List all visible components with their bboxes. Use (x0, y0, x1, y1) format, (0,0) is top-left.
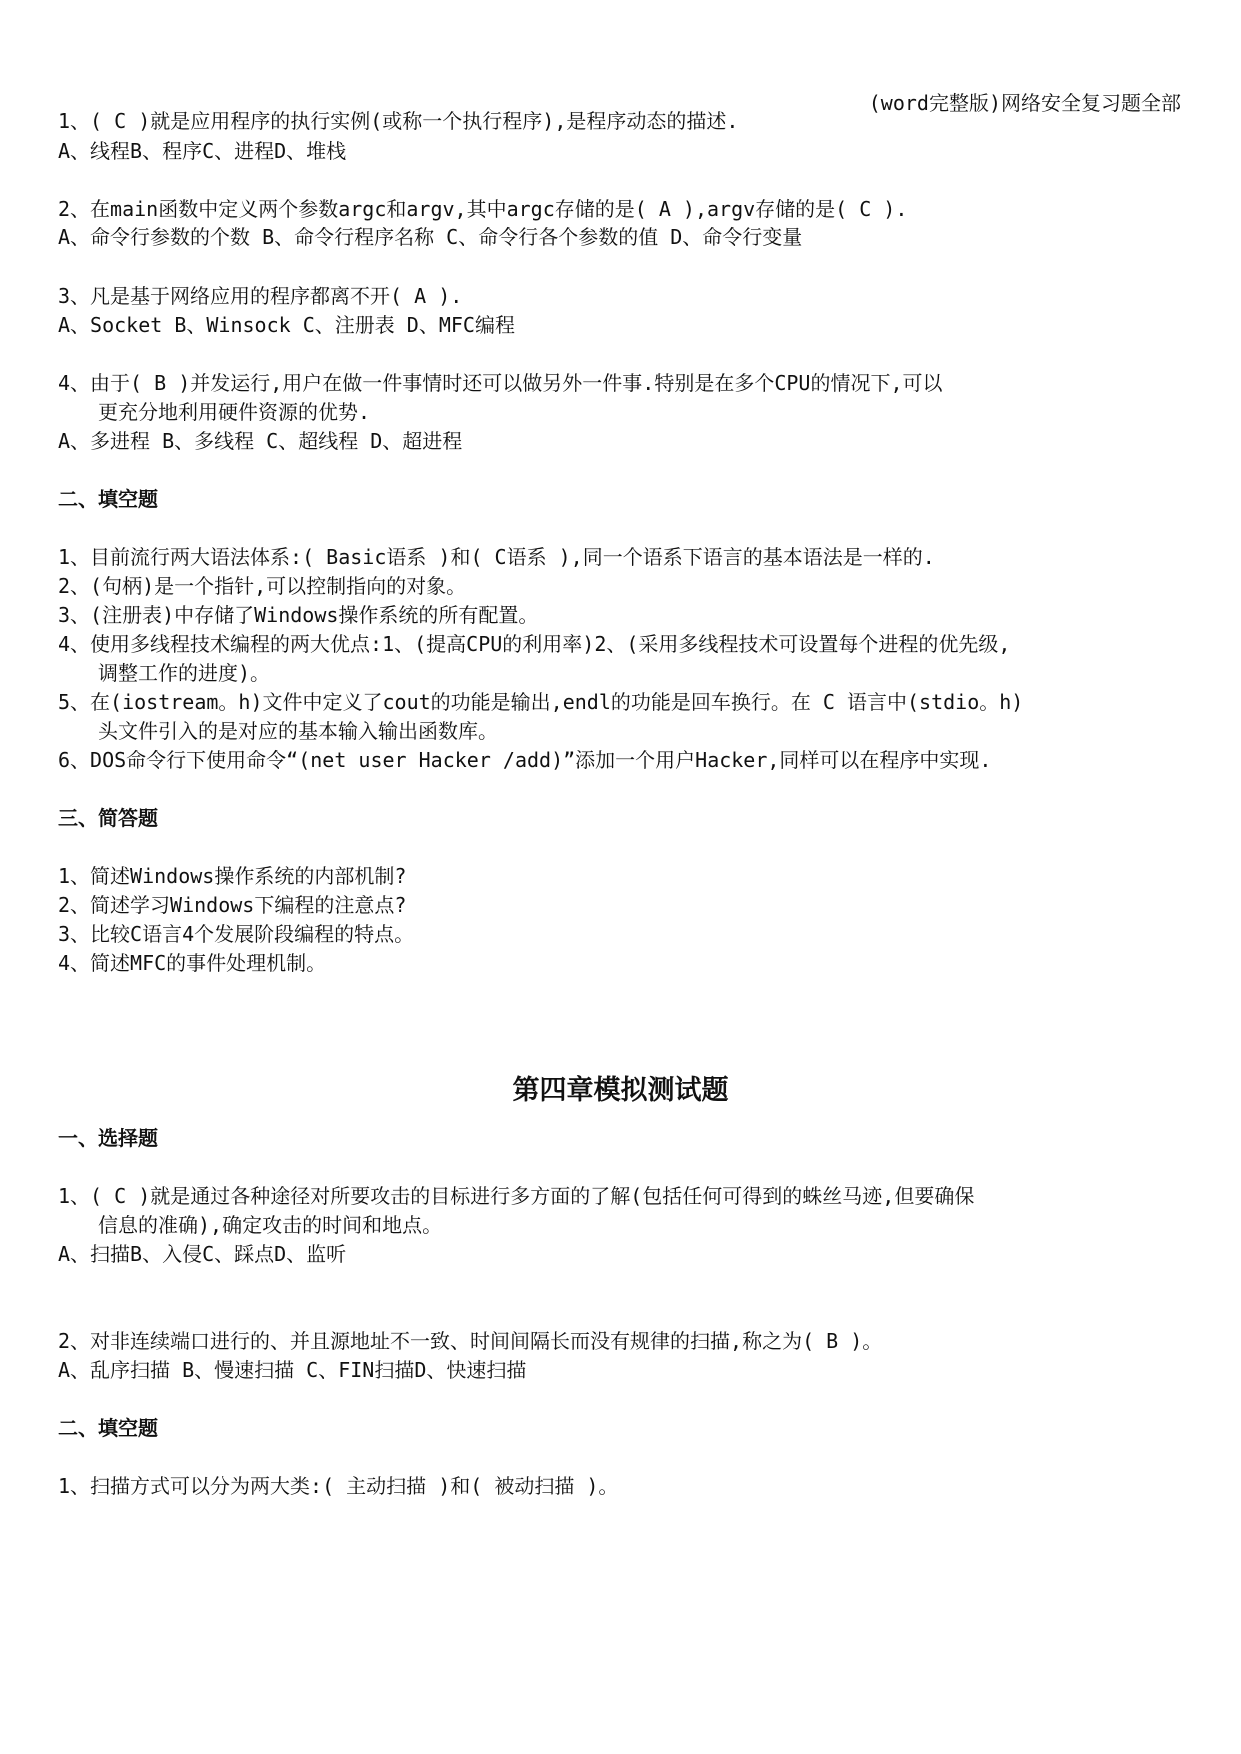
fill-item-6: 6、DOS命令行下使用命令“(net user Hacker /add)”添加一个用户Hacker,同样可以在程序中实现. (58, 748, 992, 772)
fill-item-5: 5、在(iostream。h)文件中定义了cout的功能是输出,endl的功能是回车换行。在 C 语言中(stdio。h) (58, 690, 1024, 714)
ch4-fill-item-1: 1、扫描方式可以分为两大类:( 主动扫描 )和( 被动扫描 )。 (58, 1474, 619, 1498)
ch4-question-2-options: A、乱序扫描 B、慢速扫描 C、FIN扫描D、快速扫描 (58, 1358, 527, 1382)
short-answer-item-4: 4、简述MFC的事件处理机制。 (58, 951, 327, 975)
question-1-options: A、线程B、程序C、进程D、堆栈 (58, 139, 347, 163)
question-4-options: A、多进程 B、多线程 C、超线程 D、超进程 (58, 429, 463, 453)
ch4-section-heading-fill: 二、填空题 (58, 1416, 158, 1440)
running-header: (word完整版)网络安全复习题全部 (868, 91, 1181, 115)
short-answer-item-3: 3、比较C语言4个发展阶段编程的特点。 (58, 922, 415, 946)
short-answer-item-1: 1、简述Windows操作系统的内部机制? (58, 864, 407, 888)
section-heading-fill: 二、填空题 (58, 487, 158, 511)
ch4-question-1-options: A、扫描B、入侵C、踩点D、监听 (58, 1242, 347, 1266)
fill-item-3: 3、(注册表)中存储了Windows操作系统的所有配置。 (58, 603, 539, 627)
fill-item-4: 4、使用多线程技术编程的两大优点:1、(提高CPU的利用率)2、(采用多线程技术可设置每个进程的优先级, (58, 632, 1011, 656)
section-heading-choice: 一、选择题 (58, 1126, 158, 1150)
question-2-options: A、命令行参数的个数 B、命令行程序名称 C、命令行各个参数的值 D、命令行变量 (58, 225, 803, 249)
question-3-options: A、Socket B、Winsock C、注册表 D、MFC编程 (58, 313, 515, 337)
question-4-continuation: 更充分地利用硬件资源的优势. (98, 400, 371, 424)
ch4-question-1-continuation: 信息的准确),确定攻击的时间和地点。 (98, 1213, 443, 1237)
fill-item-1: 1、目前流行两大语法体系:( Basic语系 )和( C语系 ),同一个语系下语言的基本语法是一样的. (58, 545, 935, 569)
section-heading-short-answer: 三、简答题 (58, 806, 158, 830)
short-answer-item-2: 2、简述学习Windows下编程的注意点? (58, 893, 407, 917)
question-1: 1、( C )就是应用程序的执行实例(或称一个执行程序),是程序动态的描述. (58, 109, 739, 133)
fill-item-5-continuation: 头文件引入的是对应的基本输入输出函数库。 (98, 719, 498, 743)
ch4-question-2: 2、对非连续端口进行的、并且源地址不一致、时间间隔长而没有规律的扫描,称之为( B )。 (58, 1329, 883, 1353)
ch4-question-1: 1、( C )就是通过各种途径对所要攻击的目标进行多方面的了解(包括任何可得到的蛛丝马迹,但要确保 (58, 1184, 975, 1208)
fill-item-4-continuation: 调整工作的进度)。 (98, 661, 271, 685)
question-2: 2、在main函数中定义两个参数argc和argv,其中argc存储的是( A ),argv存储的是( C ). (58, 197, 908, 221)
fill-item-2: 2、(句柄)是一个指针,可以控制指向的对象。 (58, 574, 467, 598)
question-4: 4、由于( B )并发运行,用户在做一件事情时还可以做另外一件事.特别是在多个CPU的情况下,可以 (58, 371, 943, 395)
chapter-title: 第四章模拟测试题 (512, 1075, 729, 1106)
question-3: 3、凡是基于网络应用的程序都离不开( A ). (58, 284, 463, 308)
